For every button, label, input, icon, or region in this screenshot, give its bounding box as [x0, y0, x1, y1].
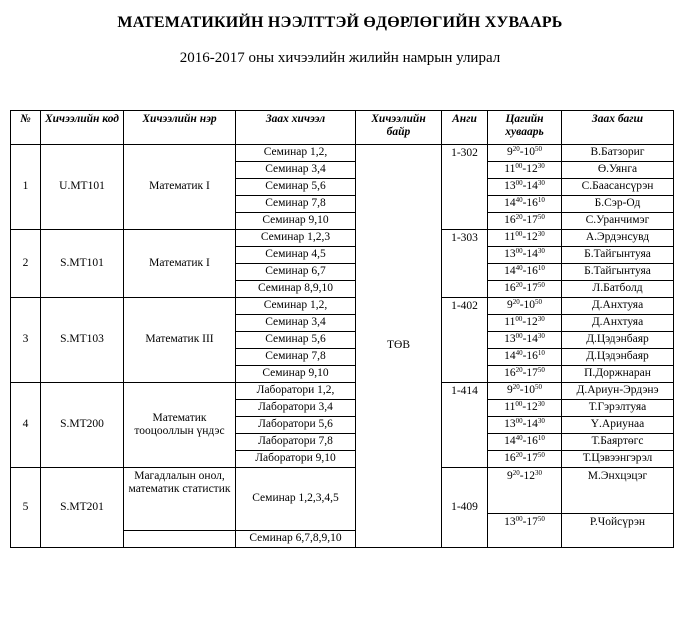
teacher-cell: Т.Цэвээнгэрэл	[562, 451, 674, 468]
teacher-cell: Д.Цэдэнбаяр	[562, 332, 674, 349]
room-cell: 1-409	[442, 468, 488, 548]
time-start-minute: 20	[515, 213, 523, 222]
section-cell: Семинар 6,7,8,9,10	[236, 531, 356, 548]
time-start-hour: 9	[506, 299, 513, 312]
time-start-minute: 00	[515, 417, 523, 426]
time-end-hour: 10	[523, 299, 536, 312]
section-cell: Семинар 8,9,10	[236, 281, 356, 298]
time-end-minute: 10	[537, 349, 545, 358]
time-start-hour: 13	[504, 516, 516, 528]
teacher-cell: Д.Цэдэнбаяр	[562, 349, 674, 366]
time-start-hour: 16	[504, 282, 516, 295]
time-start-minute: 00	[515, 515, 523, 523]
time-start-hour: 13	[504, 248, 516, 261]
section-cell: Лаборатори 1,2,	[236, 383, 356, 400]
time-start-hour: 16	[504, 214, 516, 227]
time-start-hour: 16	[504, 452, 516, 465]
time-end-minute: 50	[535, 383, 543, 392]
time-cell: $14^{40}-16^{10}$	[488, 196, 562, 213]
time-start-minute: 40	[515, 196, 523, 205]
time-end-hour: 17	[526, 367, 538, 380]
time-end-hour: 10	[523, 384, 536, 397]
section-cell: Семинар 6,7	[236, 264, 356, 281]
time-start-hour: 9	[506, 470, 513, 482]
teacher-cell: С.Уранчимэг	[562, 213, 674, 230]
time-end-minute: 30	[537, 247, 545, 256]
table-row	[11, 230, 674, 247]
time-end-minute: 50	[537, 515, 545, 523]
time-end-hour: 14	[526, 180, 538, 193]
time-end-minute: 50	[535, 298, 543, 307]
time-cell: $16^{20}-17^{50}$	[488, 281, 562, 298]
teacher-cell: А.Эрдэнсувд	[562, 230, 674, 247]
header-room: Анги	[442, 111, 488, 145]
time-end-minute: 50	[537, 366, 545, 375]
time-cell: $11^{00}-12^{30}$	[488, 230, 562, 247]
time-cell: $16^{20}-17^{50}$	[488, 366, 562, 383]
course-number: 2	[11, 230, 41, 298]
time-end-minute: 30	[537, 315, 545, 324]
time-end-hour: 16	[526, 435, 538, 448]
teacher-cell: С.Баасансүрэн	[562, 179, 674, 196]
time-end-minute: 10	[537, 264, 545, 273]
course-number: 1	[11, 145, 41, 230]
time-cell: $14^{40}-16^{10}$	[488, 264, 562, 281]
time-end-hour: 16	[526, 350, 538, 363]
time-start-minute: 40	[515, 349, 523, 358]
header-num: №	[11, 111, 41, 145]
time-start-hour: 13	[504, 418, 516, 431]
teacher-cell: Б.Сэр-Од	[562, 196, 674, 213]
section-cell: Семинар 5,6	[236, 179, 356, 196]
section-cell: Семинар 1,2,3	[236, 230, 356, 247]
time-cell: $13^{00}-14^{30}$	[488, 332, 562, 349]
time-end-hour: 12	[526, 316, 538, 329]
course-code: U.MT101	[41, 145, 124, 230]
time-end-hour: 12	[526, 401, 538, 414]
section-cell: Семинар 7,8	[236, 349, 356, 366]
header-row	[11, 111, 674, 145]
time-end-minute: 30	[537, 332, 545, 341]
time-end-minute: 10	[537, 196, 545, 205]
time-start-minute: 20	[512, 145, 520, 154]
table-row	[11, 383, 674, 400]
time-end-minute: 30	[537, 230, 545, 239]
room-cell: 1-302	[442, 145, 488, 230]
teacher-cell: В.Батзориг	[562, 145, 674, 162]
time-start-minute: 20	[515, 366, 523, 375]
time-start-hour: 11	[504, 401, 516, 414]
time-start-hour: 14	[504, 350, 516, 363]
time-start-hour: 11	[504, 163, 516, 176]
course-name-empty	[124, 531, 236, 548]
time-end-hour: 12	[526, 163, 538, 176]
time-end-hour: 17	[526, 214, 538, 227]
teacher-cell: Д.Ариун-Эрдэнэ	[562, 383, 674, 400]
teacher-cell: Д.Анхтуяа	[562, 315, 674, 332]
time-start-minute: 20	[515, 281, 523, 290]
room-cell: 1-414	[442, 383, 488, 468]
time-start-minute: 00	[515, 230, 523, 239]
time-cell: $14^{40}-16^{10}$	[488, 349, 562, 366]
time-end-minute: 50	[537, 451, 545, 460]
time-cell: $16^{20}-17^{50}$	[488, 213, 562, 230]
time-end-hour: 17	[526, 282, 538, 295]
section-cell: Семинар 3,4	[236, 162, 356, 179]
time-start-minute: 40	[515, 264, 523, 273]
time-end-hour: 12	[526, 231, 538, 244]
course-name: Математик тооцооллын үндэс	[124, 383, 236, 468]
time-start-hour: 13	[504, 333, 516, 346]
section-cell: Семинар 1,2,3,4,5	[236, 468, 356, 531]
time-end-hour: 12	[523, 470, 536, 482]
section-cell: Семинар 1,2,	[236, 298, 356, 315]
teacher-cell: Л.Батболд	[562, 281, 674, 298]
teacher-cell: Б.Тайгынтуяа	[562, 247, 674, 264]
section-cell: Лаборатори 5,6	[236, 417, 356, 434]
time-start-hour: 13	[504, 180, 516, 193]
table-row	[11, 145, 674, 162]
course-code: S.MT201	[41, 468, 124, 548]
time-end-hour: 10	[523, 146, 536, 159]
table-row	[11, 298, 674, 315]
time-start-minute: 20	[515, 451, 523, 460]
section-cell: Лаборатори 9,10	[236, 451, 356, 468]
time-cell: $11^{00}-12^{30}$	[488, 315, 562, 332]
place-cell: ТӨВ	[356, 145, 442, 548]
time-end-minute: 50	[537, 213, 545, 222]
room-cell: 1-402	[442, 298, 488, 383]
page-title: МАТЕМАТИКИЙН НЭЭЛТТЭЙ ӨДӨРЛӨГИЙН ХУВААРЬ	[117, 14, 563, 31]
time-start-minute: 20	[512, 469, 520, 477]
time-start-minute: 00	[515, 179, 523, 188]
header-teacher: Заах багш	[562, 111, 674, 145]
section-cell: Семинар 1,2,	[236, 145, 356, 162]
time-cell: $11^{00}-12^{30}$	[488, 162, 562, 179]
time-cell: $9^{20}-10^{50}$	[488, 383, 562, 400]
time-cell: $13^{00}-14^{30}$	[488, 179, 562, 196]
section-cell: Семинар 9,10	[236, 366, 356, 383]
time-start-hour: 9	[506, 146, 513, 159]
teacher-cell: М.Энхцэцэг	[562, 468, 674, 514]
course-name: Математик I	[124, 230, 236, 298]
page-subtitle: 2016-2017 оны хичээлийн жилийн намрын улирал	[179, 50, 501, 66]
course-code: S.MT200	[41, 383, 124, 468]
time-start-hour: 11	[504, 316, 516, 329]
section-cell: Семинар 4,5	[236, 247, 356, 264]
course-number: 5	[11, 468, 41, 548]
time-end-hour: 16	[526, 197, 538, 210]
course-name: Математик I	[124, 145, 236, 230]
time-start-minute: 00	[515, 247, 523, 256]
time-cell: $14^{40}-16^{10}$	[488, 434, 562, 451]
time-end-minute: 50	[537, 281, 545, 290]
section-cell: Семинар 5,6	[236, 332, 356, 349]
time-end-minute: 30	[537, 400, 545, 409]
time-end-minute: 50	[535, 145, 543, 154]
teacher-cell: Т.Баяртөгс	[562, 434, 674, 451]
section-cell: Лаборатори 7,8	[236, 434, 356, 451]
time-start-hour: 14	[504, 265, 516, 278]
course-name: Магадлалын онол, математик статистик	[124, 468, 236, 531]
header-name: Хичээлийн нэр	[124, 111, 236, 145]
time-end-minute: 30	[537, 162, 545, 171]
time-cell: $9^{20}-12^{30}$	[488, 468, 562, 514]
section-cell: Семинар 3,4	[236, 315, 356, 332]
time-cell: $13^{00}-14^{30}$	[488, 247, 562, 264]
time-end-hour: 14	[526, 418, 538, 431]
course-number: 3	[11, 298, 41, 383]
time-start-minute: 20	[512, 298, 520, 307]
teacher-cell: Ө.Уянга	[562, 162, 674, 179]
time-start-minute: 00	[515, 162, 523, 171]
time-end-hour: 16	[526, 265, 538, 278]
schedule-body	[11, 145, 674, 548]
teacher-cell: Д.Анхтуяа	[562, 298, 674, 315]
time-cell: $9^{20}-10^{50}$	[488, 298, 562, 315]
teacher-cell: Б.Тайгынтуяа	[562, 264, 674, 281]
header-place: Хичээлийн байр	[356, 111, 442, 145]
time-start-hour: 11	[504, 231, 516, 244]
room-cell: 1-303	[442, 230, 488, 298]
table-row	[11, 468, 674, 514]
time-start-minute: 00	[515, 332, 523, 341]
time-start-minute: 20	[512, 383, 520, 392]
time-end-hour: 17	[526, 452, 538, 465]
course-number: 4	[11, 383, 41, 468]
course-name: Математик III	[124, 298, 236, 383]
time-cell: $13^{00}-14^{30}$	[488, 417, 562, 434]
time-start-hour: 16	[504, 367, 516, 380]
time-end-hour: 14	[526, 248, 538, 261]
time-end-minute: 30	[535, 469, 543, 477]
time-cell: $13^{00}-17^{50}$	[488, 514, 562, 548]
time-end-hour: 17	[526, 516, 538, 528]
header-code: Хичээлийн код	[41, 111, 124, 145]
section-cell: Семинар 7,8	[236, 196, 356, 213]
time-end-minute: 30	[537, 179, 545, 188]
time-end-minute: 10	[537, 434, 545, 443]
teacher-cell: Т.Гэрэлтуяа	[562, 400, 674, 417]
section-cell: Лаборатори 3,4	[236, 400, 356, 417]
schedule-table	[10, 110, 674, 548]
header-section: Заах хичээл	[236, 111, 356, 145]
section-cell: Семинар 9,10	[236, 213, 356, 230]
time-start-hour: 9	[506, 384, 513, 397]
time-start-minute: 00	[515, 315, 523, 324]
course-code: S.MT101	[41, 230, 124, 298]
time-cell: $16^{20}-17^{50}$	[488, 451, 562, 468]
teacher-cell: П.Доржнаран	[562, 366, 674, 383]
time-start-hour: 14	[504, 197, 516, 210]
header-time: Цагийн хуваарь	[488, 111, 562, 145]
time-start-minute: 40	[515, 434, 523, 443]
teacher-cell: Р.Чойсүрэн	[562, 514, 674, 548]
time-start-hour: 14	[504, 435, 516, 448]
time-end-minute: 30	[537, 417, 545, 426]
teacher-cell: Ү.Ариунаа	[562, 417, 674, 434]
course-code: S.MT103	[41, 298, 124, 383]
time-cell: $9^{20}-10^{50}$	[488, 145, 562, 162]
time-cell: $11^{00}-12^{30}$	[488, 400, 562, 417]
time-start-minute: 00	[515, 400, 523, 409]
time-end-hour: 14	[526, 333, 538, 346]
